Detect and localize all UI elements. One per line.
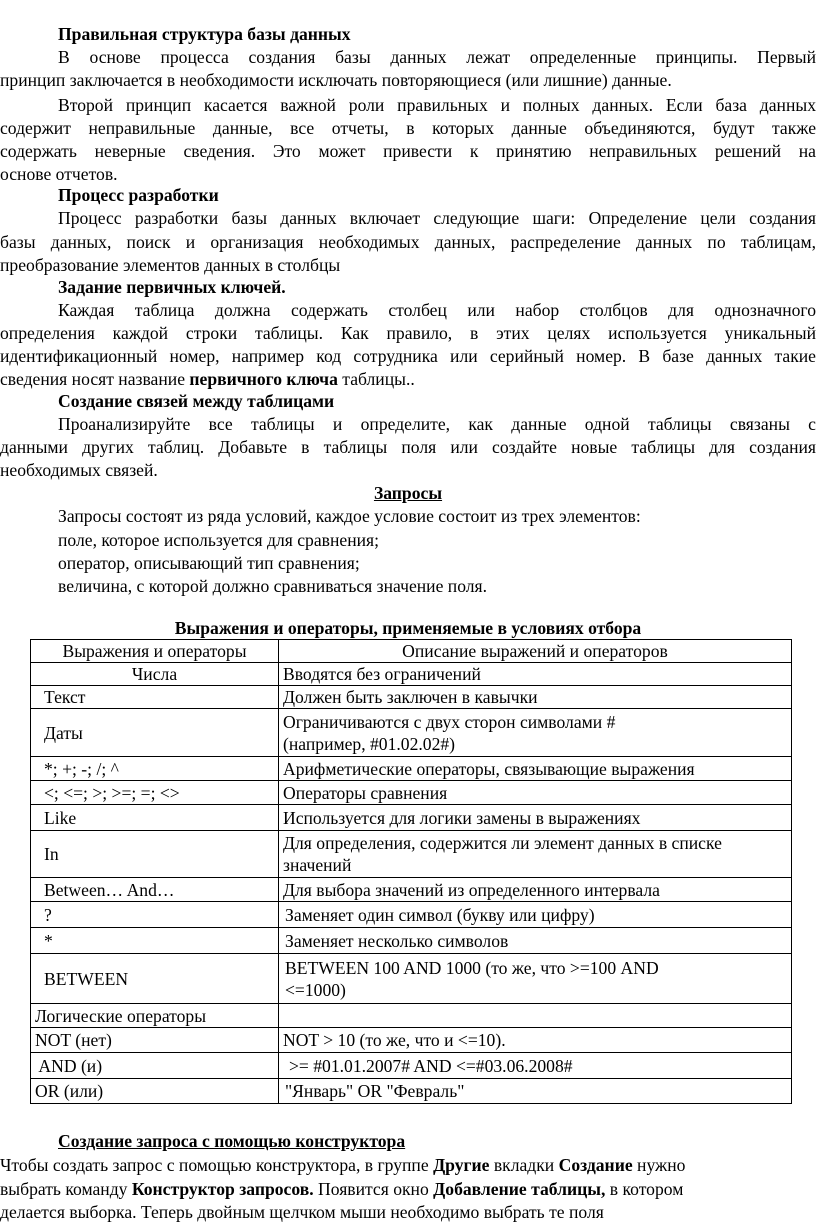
table-row [31, 1053, 792, 1079]
list-line: поле, которое используется для сравнения; [58, 530, 379, 550]
paragraph-line: определения каждой строки таблицы. Как правило, в этих целях используется уникальный [0, 323, 816, 343]
cell-expr: Логические операторы [31, 1004, 279, 1028]
paragraph-line: необходимых связей. [0, 460, 158, 480]
heading-primary-keys: Задание первичных ключей. [58, 277, 286, 297]
paragraph-line: базы данных, поиск и организация необходимых данных, распределение данных по таблицам, [0, 232, 816, 252]
cell-expr: <; <=; >; >=; =; <> [31, 781, 279, 805]
cell-expr: In [31, 831, 279, 878]
table-row [31, 709, 792, 757]
paragraph-line: Каждая таблица должна содержать столбец или набор столбцов для однозначного [58, 300, 816, 320]
heading-table-relations: Создание связей между таблицами [58, 391, 335, 411]
list-line: величина, с которой должно сравниваться значение поля. [58, 576, 488, 596]
cell-expr: Даты [31, 709, 279, 757]
list-line: оператор, описывающий тип сравнения; [58, 553, 360, 573]
cell-expr: NOT (нет) [31, 1028, 279, 1053]
cell-desc: Операторы сравнения [279, 781, 792, 805]
cell-desc [279, 1004, 792, 1028]
cell-desc: Арифметические операторы, связывающие выражения [279, 757, 792, 781]
cell-desc: NOT > 10 (то же, что и <=10). [279, 1028, 792, 1053]
cell-desc: >= #01.01.2007# AND <=#03.06.2008# [279, 1053, 792, 1079]
table-header-row [31, 640, 792, 663]
paragraph-line: Проанализируйте все таблицы и определите, как данные одной таблицы связаны с [58, 414, 816, 434]
paragraph-line: преобразование элементов данных в столбцы [0, 255, 341, 275]
header-cell-desc: Описание выражений и операторов [279, 640, 792, 663]
cell-desc: Должен быть заключен в кавычки [279, 686, 792, 709]
paragraph-line: В основе процесса создания базы данных лежат определенные принципы. Первый [58, 47, 816, 67]
heading-query-designer: Создание запроса с помощью конструктора [58, 1131, 406, 1151]
table-row [31, 781, 792, 805]
paragraph-line: выбрать команду Конструктор запросов. Появится окно Добавление таблицы, в котором [0, 1179, 684, 1199]
primary-key-term: первичного ключа [189, 369, 338, 389]
cell-expr: *; +; -; /; ^ [31, 757, 279, 781]
header-cell-expr: Выражения и операторы [31, 640, 279, 663]
cell-desc: Вводятся без ограничений [279, 663, 792, 686]
cell-expr: BETWEEN [31, 954, 279, 1004]
table-title: Выражения и операторы, применяемые в условиях отбора [174, 618, 642, 638]
cell-expr: AND (и) [31, 1053, 279, 1079]
table-row [31, 831, 792, 878]
paragraph-line: сведения носят название первичного ключа таблицы.. [0, 369, 415, 389]
table-row [31, 1079, 792, 1104]
cell-desc: Заменяет один символ (букву или цифру) [279, 902, 792, 928]
cell-desc: Для определения, содержится ли элемент данных в списке значений [279, 831, 792, 878]
cell-expr: OR (или) [31, 1079, 279, 1104]
paragraph-line: основе отчетов. [0, 164, 118, 184]
table-row [31, 757, 792, 781]
table-row [31, 928, 792, 954]
table-row [31, 1028, 792, 1053]
cell-expr: ? [31, 902, 279, 928]
cell-expr: Числа [31, 663, 279, 686]
cell-expr: Текст [31, 686, 279, 709]
table-row [31, 878, 792, 902]
operators-table [30, 639, 792, 1104]
cell-desc: BETWEEN 100 AND 1000 (то же, что >=100 AND <=1000) [279, 954, 792, 1004]
paragraph-line: Чтобы создать запрос с помощью конструктора, в группе Другие вкладки Создание нужно [0, 1155, 686, 1175]
heading-dev-process: Процесс разработки [58, 185, 219, 205]
table-row [31, 663, 792, 686]
list-line: Запросы состоят из ряда условий, каждое условие состоит из трех элементов: [58, 506, 641, 526]
paragraph-line: идентификационный номер, например код сотрудника или серийный номер. В базе данных такие [0, 346, 816, 366]
paragraph-line: принцип заключается в необходимости исключать повторяющиеся (или лишние) данные. [0, 70, 672, 90]
cell-desc: Ограничиваются с двух сторон символами # (например, #01.02.02#) [279, 709, 792, 757]
cell-desc: "Январь" OR "Февраль" [279, 1079, 792, 1104]
table-row [31, 805, 792, 831]
paragraph-line: содержит неправильные данные, все отчеты, в которых данные объединяются, будут также [0, 118, 816, 138]
heading-queries: Запросы [373, 483, 443, 503]
paragraph-line: делается выборка. Теперь двойным щелчком мыши необходимо выбрать те поля [0, 1202, 604, 1222]
paragraph-line: данными других таблиц. Добавьте в таблицы поля или создайте новые таблицы для создания [0, 437, 816, 457]
cell-expr: * [31, 928, 279, 954]
table-row [31, 1004, 792, 1028]
table-row [31, 686, 792, 709]
paragraph-line: Второй принцип касается важной роли правильных и полных данных. Если база данных [58, 95, 816, 115]
table-row [31, 902, 792, 928]
cell-desc: Для выбора значений из определенного интервала [279, 878, 792, 902]
heading-db-structure: Правильная структура базы данных [58, 24, 351, 44]
paragraph-line: содержать неверные сведения. Это может привести к принятию неправильных решений на [0, 141, 816, 161]
cell-expr: Like [31, 805, 279, 831]
paragraph-line: Процесс разработки базы данных включает следующие шаги: Определение цели создания [58, 208, 816, 228]
cell-expr: Between… And… [31, 878, 279, 902]
cell-desc: Заменяет несколько символов [279, 928, 792, 954]
table-row [31, 954, 792, 1004]
cell-desc: Используется для логики замены в выражениях [279, 805, 792, 831]
